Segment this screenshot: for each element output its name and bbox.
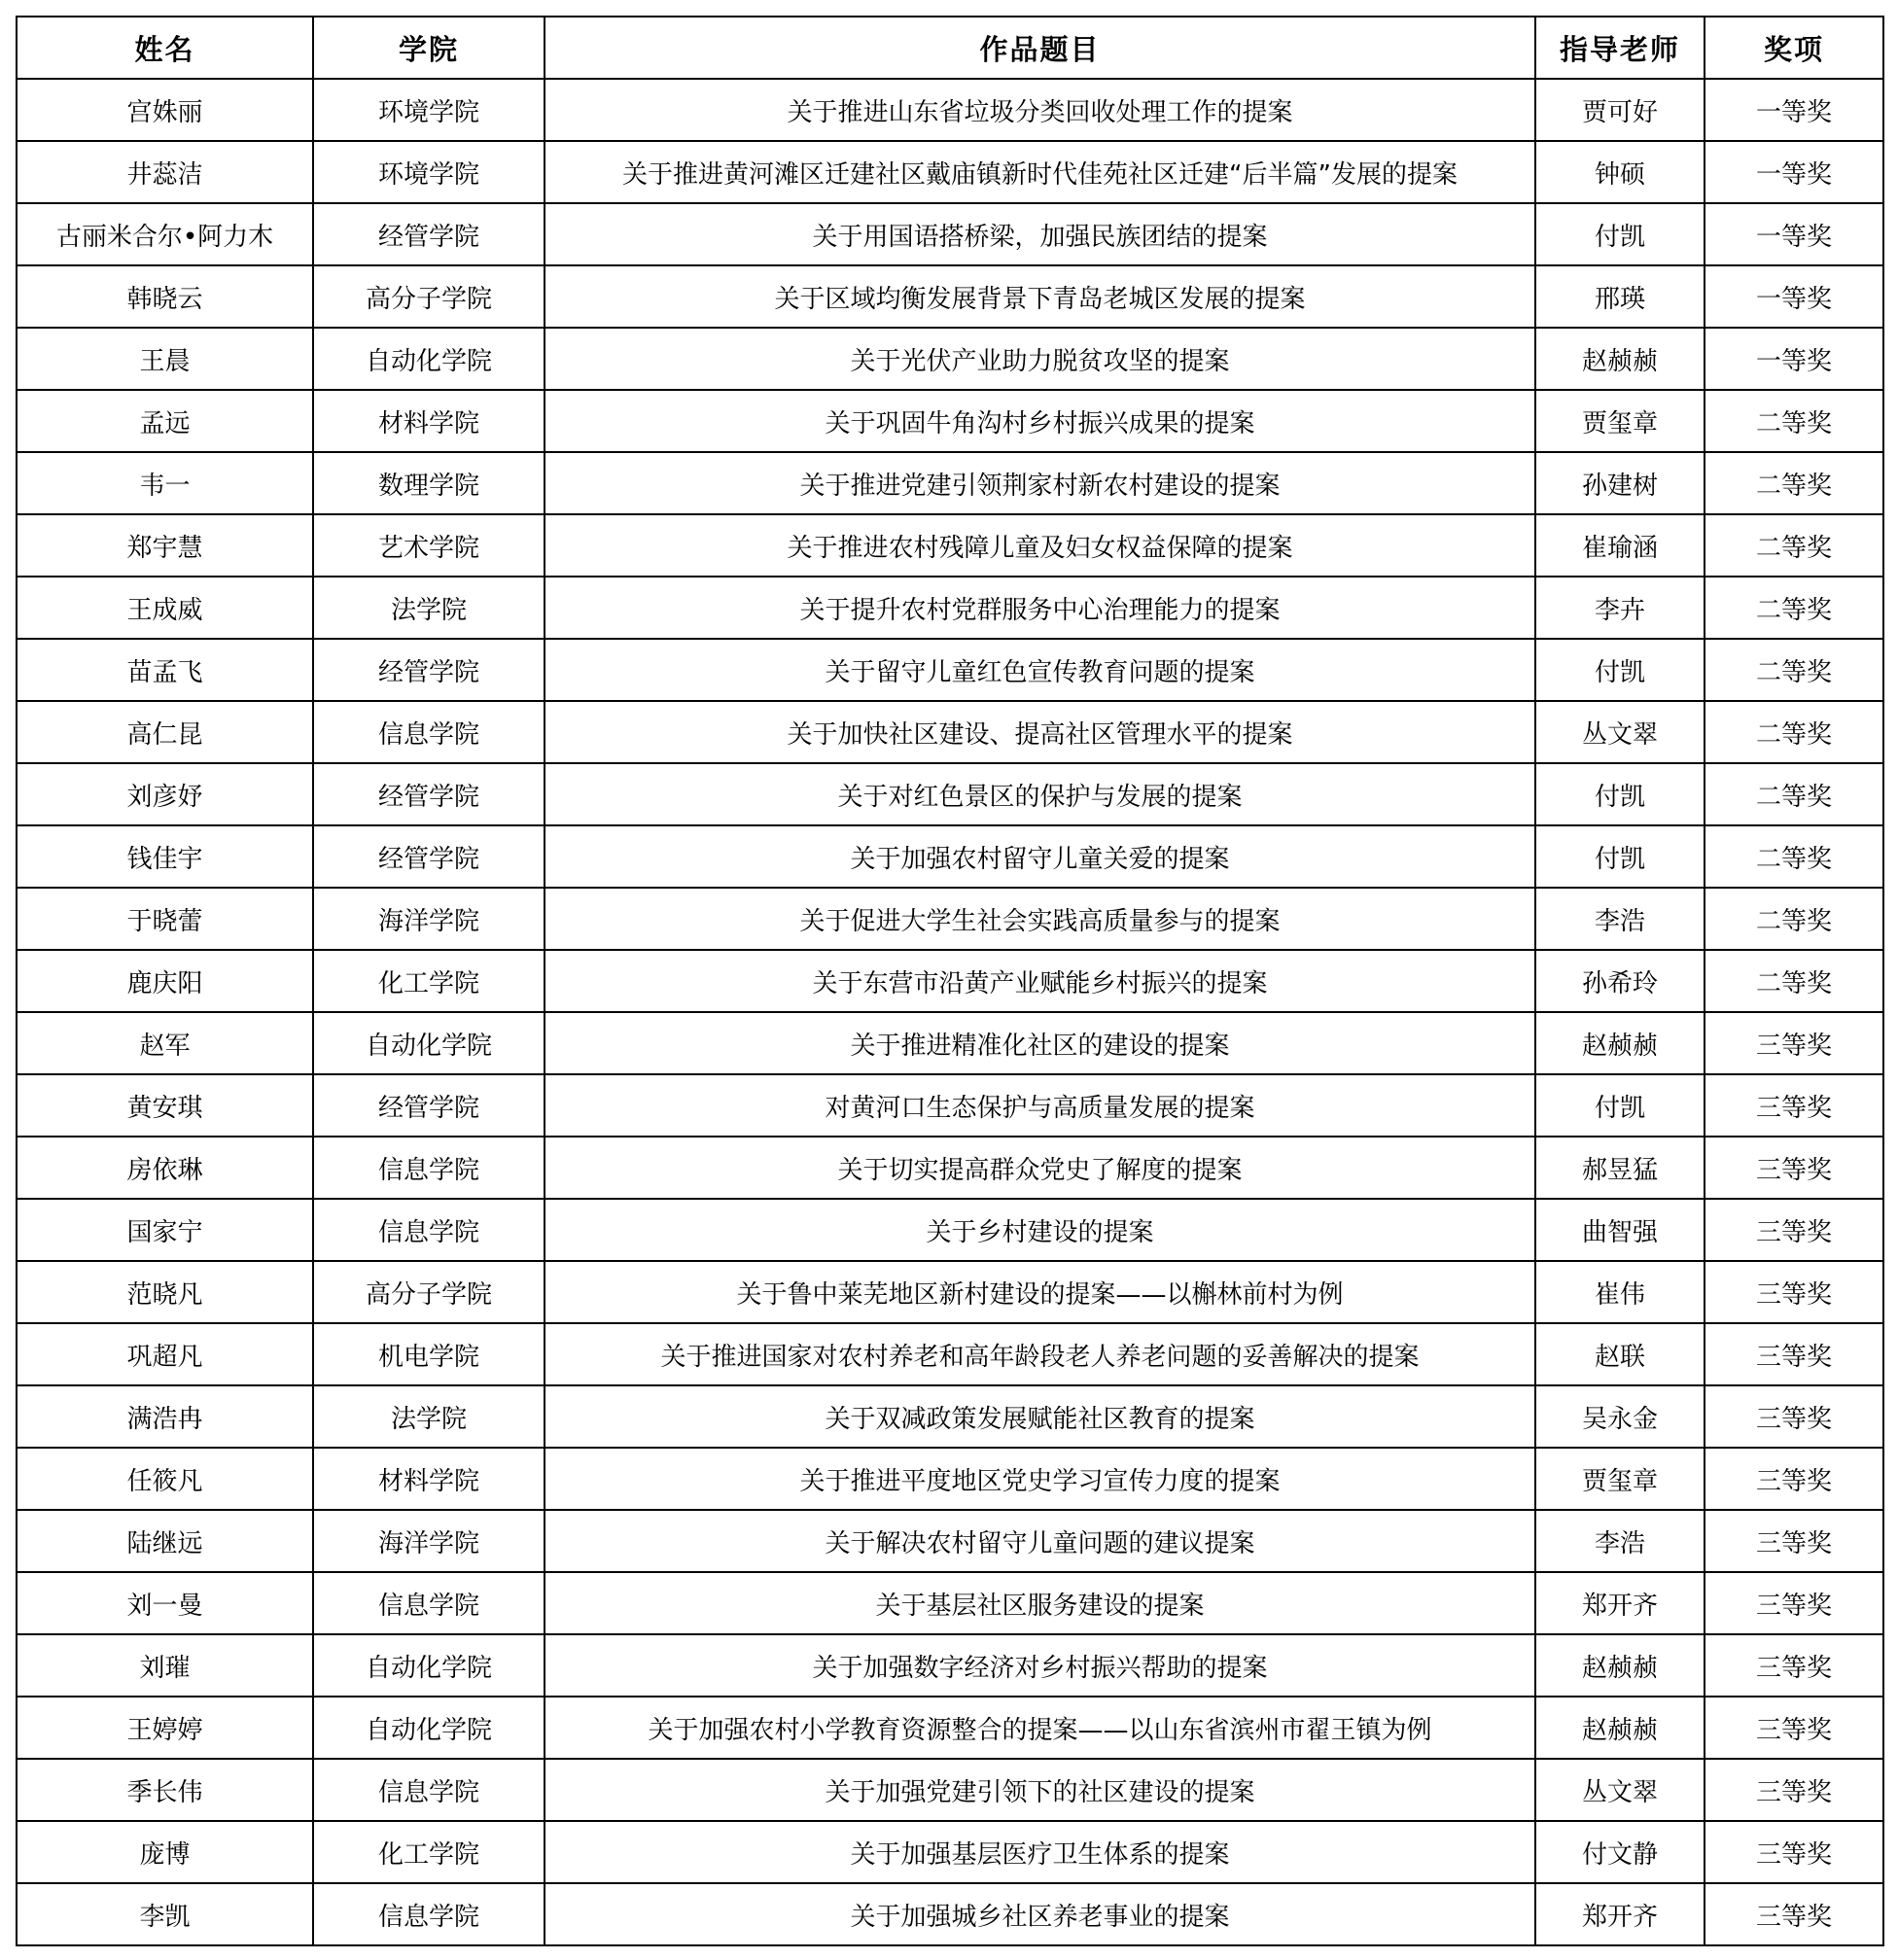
- table-row: [17, 1510, 1883, 1572]
- cell-college: 经管学院: [313, 763, 545, 825]
- cell-college: 海洋学院: [313, 1510, 545, 1572]
- cell-title: 关于区域均衡发展背景下青岛老城区发展的提案: [545, 265, 1535, 328]
- awards-table-container: [16, 16, 1882, 1946]
- cell-teacher: 贾玺章: [1535, 1448, 1705, 1510]
- cell-college: 信息学院: [313, 1199, 545, 1261]
- cell-title: 关于解决农村留守儿童问题的建议提案: [545, 1510, 1535, 1572]
- cell-name: 鹿庆阳: [17, 950, 313, 1012]
- cell-college: 化工学院: [313, 1821, 545, 1883]
- cell-teacher: 丛文翠: [1535, 701, 1705, 763]
- cell-award: 三等奖: [1705, 1137, 1883, 1199]
- cell-award: 三等奖: [1705, 1448, 1883, 1510]
- table-row: [17, 1883, 1883, 1945]
- cell-title: 关于推进精准化社区的建设的提案: [545, 1012, 1535, 1074]
- cell-name: 孟远: [17, 390, 313, 452]
- cell-name: 井蕊洁: [17, 141, 313, 203]
- cell-name: 刘一曼: [17, 1572, 313, 1634]
- cell-teacher: 郑开齐: [1535, 1883, 1705, 1945]
- table-row: [17, 639, 1883, 701]
- cell-award: 三等奖: [1705, 1012, 1883, 1074]
- cell-college: 经管学院: [313, 203, 545, 265]
- cell-title: 关于加强城乡社区养老事业的提案: [545, 1883, 1535, 1945]
- table-body: [17, 79, 1883, 1945]
- cell-teacher: 贾玺章: [1535, 390, 1705, 452]
- cell-title: 对黄河口生态保护与高质量发展的提案: [545, 1074, 1535, 1137]
- table-row: [17, 1821, 1883, 1883]
- cell-teacher: 邢瑛: [1535, 265, 1705, 328]
- cell-award: 二等奖: [1705, 888, 1883, 950]
- cell-award: 三等奖: [1705, 1074, 1883, 1137]
- cell-teacher: 赵赪赪: [1535, 328, 1705, 390]
- cell-award: 一等奖: [1705, 141, 1883, 203]
- cell-award: 三等奖: [1705, 1199, 1883, 1261]
- cell-college: 经管学院: [313, 639, 545, 701]
- table-row: [17, 1697, 1883, 1759]
- cell-name: 韦一: [17, 452, 313, 514]
- table-row: [17, 1385, 1883, 1448]
- cell-title: 关于推进党建引领荆家村新农村建设的提案: [545, 452, 1535, 514]
- table-header: [17, 17, 1883, 79]
- cell-college: 自动化学院: [313, 328, 545, 390]
- cell-college: 经管学院: [313, 825, 545, 888]
- cell-college: 自动化学院: [313, 1634, 545, 1697]
- cell-college: 环境学院: [313, 79, 545, 141]
- cell-teacher: 赵联: [1535, 1323, 1705, 1385]
- header-title: 作品题目: [545, 17, 1535, 79]
- header-teacher: 指导老师: [1535, 17, 1705, 79]
- cell-title: 关于加强数字经济对乡村振兴帮助的提案: [545, 1634, 1535, 1697]
- cell-teacher: 付凯: [1535, 763, 1705, 825]
- cell-college: 艺术学院: [313, 514, 545, 577]
- table-row: [17, 141, 1883, 203]
- table-row: [17, 390, 1883, 452]
- table-row: [17, 203, 1883, 265]
- table-row: [17, 265, 1883, 328]
- cell-award: 二等奖: [1705, 639, 1883, 701]
- table-row: [17, 763, 1883, 825]
- cell-teacher: 丛文翠: [1535, 1759, 1705, 1821]
- cell-college: 数理学院: [313, 452, 545, 514]
- cell-name: 国家宁: [17, 1199, 313, 1261]
- cell-award: 一等奖: [1705, 328, 1883, 390]
- cell-college: 信息学院: [313, 1883, 545, 1945]
- cell-title: 关于基层社区服务建设的提案: [545, 1572, 1535, 1634]
- cell-name: 宫姝丽: [17, 79, 313, 141]
- cell-name: 苗孟飞: [17, 639, 313, 701]
- cell-teacher: 付凯: [1535, 1074, 1705, 1137]
- cell-name: 王婷婷: [17, 1697, 313, 1759]
- cell-award: 三等奖: [1705, 1697, 1883, 1759]
- cell-name: 季长伟: [17, 1759, 313, 1821]
- cell-award: 三等奖: [1705, 1883, 1883, 1945]
- cell-title: 关于巩固牛角沟村乡村振兴成果的提案: [545, 390, 1535, 452]
- cell-name: 范晓凡: [17, 1261, 313, 1323]
- header-row: [17, 17, 1883, 79]
- cell-teacher: 吴永金: [1535, 1385, 1705, 1448]
- cell-title: 关于提升农村党群服务中心治理能力的提案: [545, 577, 1535, 639]
- cell-name: 于晓蕾: [17, 888, 313, 950]
- cell-award: 三等奖: [1705, 1510, 1883, 1572]
- cell-name: 王成威: [17, 577, 313, 639]
- cell-title: 关于推进黄河滩区迁建社区戴庙镇新时代佳苑社区迁建“后半篇”发展的提案: [545, 141, 1535, 203]
- cell-college: 信息学院: [313, 701, 545, 763]
- cell-title: 关于推进农村残障儿童及妇女权益保障的提案: [545, 514, 1535, 577]
- cell-teacher: 崔瑜涵: [1535, 514, 1705, 577]
- cell-award: 三等奖: [1705, 1759, 1883, 1821]
- table-row: [17, 1074, 1883, 1137]
- cell-name: 庞博: [17, 1821, 313, 1883]
- cell-teacher: 赵赪赪: [1535, 1634, 1705, 1697]
- cell-award: 二等奖: [1705, 701, 1883, 763]
- table-row: [17, 1137, 1883, 1199]
- cell-college: 信息学院: [313, 1137, 545, 1199]
- cell-teacher: 付文静: [1535, 1821, 1705, 1883]
- cell-name: 任筱凡: [17, 1448, 313, 1510]
- table-row: [17, 1572, 1883, 1634]
- cell-teacher: 孙希玲: [1535, 950, 1705, 1012]
- cell-name: 钱佳宇: [17, 825, 313, 888]
- cell-college: 材料学院: [313, 390, 545, 452]
- table-row: [17, 577, 1883, 639]
- cell-college: 法学院: [313, 577, 545, 639]
- cell-title: 关于光伏产业助力脱贫攻坚的提案: [545, 328, 1535, 390]
- cell-award: 三等奖: [1705, 1821, 1883, 1883]
- table-row: [17, 888, 1883, 950]
- cell-award: 三等奖: [1705, 1634, 1883, 1697]
- cell-title: 关于用国语搭桥梁，加强民族团结的提案: [545, 203, 1535, 265]
- cell-college: 自动化学院: [313, 1697, 545, 1759]
- cell-award: 一等奖: [1705, 203, 1883, 265]
- cell-college: 信息学院: [313, 1572, 545, 1634]
- cell-title: 关于加强党建引领下的社区建设的提案: [545, 1759, 1535, 1821]
- cell-title: 关于加快社区建设、提高社区管理水平的提案: [545, 701, 1535, 763]
- cell-teacher: 崔伟: [1535, 1261, 1705, 1323]
- cell-teacher: 付凯: [1535, 825, 1705, 888]
- cell-name: 黄安琪: [17, 1074, 313, 1137]
- cell-teacher: 郝昱猛: [1535, 1137, 1705, 1199]
- cell-name: 刘彦妤: [17, 763, 313, 825]
- table-row: [17, 701, 1883, 763]
- cell-college: 海洋学院: [313, 888, 545, 950]
- cell-name: 赵军: [17, 1012, 313, 1074]
- table-row: [17, 825, 1883, 888]
- cell-title: 关于鲁中莱芜地区新村建设的提案——以槲林前村为例: [545, 1261, 1535, 1323]
- cell-title: 关于推进平度地区党史学习宣传力度的提案: [545, 1448, 1535, 1510]
- table-row: [17, 79, 1883, 141]
- cell-college: 自动化学院: [313, 1012, 545, 1074]
- cell-award: 二等奖: [1705, 514, 1883, 577]
- cell-teacher: 付凯: [1535, 639, 1705, 701]
- cell-college: 机电学院: [313, 1323, 545, 1385]
- cell-title: 关于加强农村留守儿童关爱的提案: [545, 825, 1535, 888]
- cell-teacher: 付凯: [1535, 203, 1705, 265]
- cell-award: 三等奖: [1705, 1385, 1883, 1448]
- table-row: [17, 1634, 1883, 1697]
- cell-college: 信息学院: [313, 1759, 545, 1821]
- cell-name: 高仁昆: [17, 701, 313, 763]
- table-row: [17, 1323, 1883, 1385]
- header-award: 奖项: [1705, 17, 1883, 79]
- cell-college: 高分子学院: [313, 265, 545, 328]
- cell-teacher: 曲智强: [1535, 1199, 1705, 1261]
- cell-award: 二等奖: [1705, 390, 1883, 452]
- cell-award: 三等奖: [1705, 1261, 1883, 1323]
- cell-college: 化工学院: [313, 950, 545, 1012]
- table-row: [17, 452, 1883, 514]
- cell-teacher: 孙建树: [1535, 452, 1705, 514]
- cell-teacher: 钟硕: [1535, 141, 1705, 203]
- table-row: [17, 1448, 1883, 1510]
- cell-title: 关于加强基层医疗卫生体系的提案: [545, 1821, 1535, 1883]
- cell-award: 二等奖: [1705, 950, 1883, 1012]
- cell-title: 关于乡村建设的提案: [545, 1199, 1535, 1261]
- cell-title: 关于切实提高群众党史了解度的提案: [545, 1137, 1535, 1199]
- cell-teacher: 贾可好: [1535, 79, 1705, 141]
- cell-title: 关于留守儿童红色宣传教育问题的提案: [545, 639, 1535, 701]
- cell-award: 二等奖: [1705, 577, 1883, 639]
- cell-college: 法学院: [313, 1385, 545, 1448]
- header-college: 学院: [313, 17, 545, 79]
- cell-name: 陆继远: [17, 1510, 313, 1572]
- cell-college: 经管学院: [313, 1074, 545, 1137]
- cell-teacher: 李浩: [1535, 888, 1705, 950]
- cell-award: 三等奖: [1705, 1323, 1883, 1385]
- cell-name: 刘璀: [17, 1634, 313, 1697]
- cell-college: 材料学院: [313, 1448, 545, 1510]
- cell-award: 二等奖: [1705, 825, 1883, 888]
- cell-title: 关于促进大学生社会实践高质量参与的提案: [545, 888, 1535, 950]
- cell-award: 一等奖: [1705, 265, 1883, 328]
- cell-award: 二等奖: [1705, 763, 1883, 825]
- cell-name: 满浩冉: [17, 1385, 313, 1448]
- table-row: [17, 1199, 1883, 1261]
- cell-name: 巩超凡: [17, 1323, 313, 1385]
- table-row: [17, 1261, 1883, 1323]
- cell-teacher: 赵赪赪: [1535, 1697, 1705, 1759]
- cell-title: 关于加强农村小学教育资源整合的提案——以山东省滨州市翟王镇为例: [545, 1697, 1535, 1759]
- cell-name: 房依琳: [17, 1137, 313, 1199]
- table-row: [17, 514, 1883, 577]
- cell-college: 环境学院: [313, 141, 545, 203]
- header-name: 姓名: [17, 17, 313, 79]
- cell-name: 郑宇慧: [17, 514, 313, 577]
- cell-name: 王晨: [17, 328, 313, 390]
- cell-award: 三等奖: [1705, 1572, 1883, 1634]
- cell-teacher: 李浩: [1535, 1510, 1705, 1572]
- cell-name: 韩晓云: [17, 265, 313, 328]
- cell-teacher: 李卉: [1535, 577, 1705, 639]
- cell-award: 一等奖: [1705, 79, 1883, 141]
- cell-title: 关于推进山东省垃圾分类回收处理工作的提案: [545, 79, 1535, 141]
- cell-college: 高分子学院: [313, 1261, 545, 1323]
- table-row: [17, 1759, 1883, 1821]
- cell-title: 关于东营市沿黄产业赋能乡村振兴的提案: [545, 950, 1535, 1012]
- cell-title: 关于对红色景区的保护与发展的提案: [545, 763, 1535, 825]
- cell-name: 古丽米合尔•阿力木: [17, 203, 313, 265]
- cell-teacher: 赵赪赪: [1535, 1012, 1705, 1074]
- cell-title: 关于推进国家对农村养老和高年龄段老人养老问题的妥善解决的提案: [545, 1323, 1535, 1385]
- table-row: [17, 950, 1883, 1012]
- cell-title: 关于双减政策发展赋能社区教育的提案: [545, 1385, 1535, 1448]
- table-row: [17, 328, 1883, 390]
- cell-name: 李凯: [17, 1883, 313, 1945]
- awards-table: [16, 16, 1884, 1946]
- table-row: [17, 1012, 1883, 1074]
- cell-teacher: 郑开齐: [1535, 1572, 1705, 1634]
- cell-award: 二等奖: [1705, 452, 1883, 514]
